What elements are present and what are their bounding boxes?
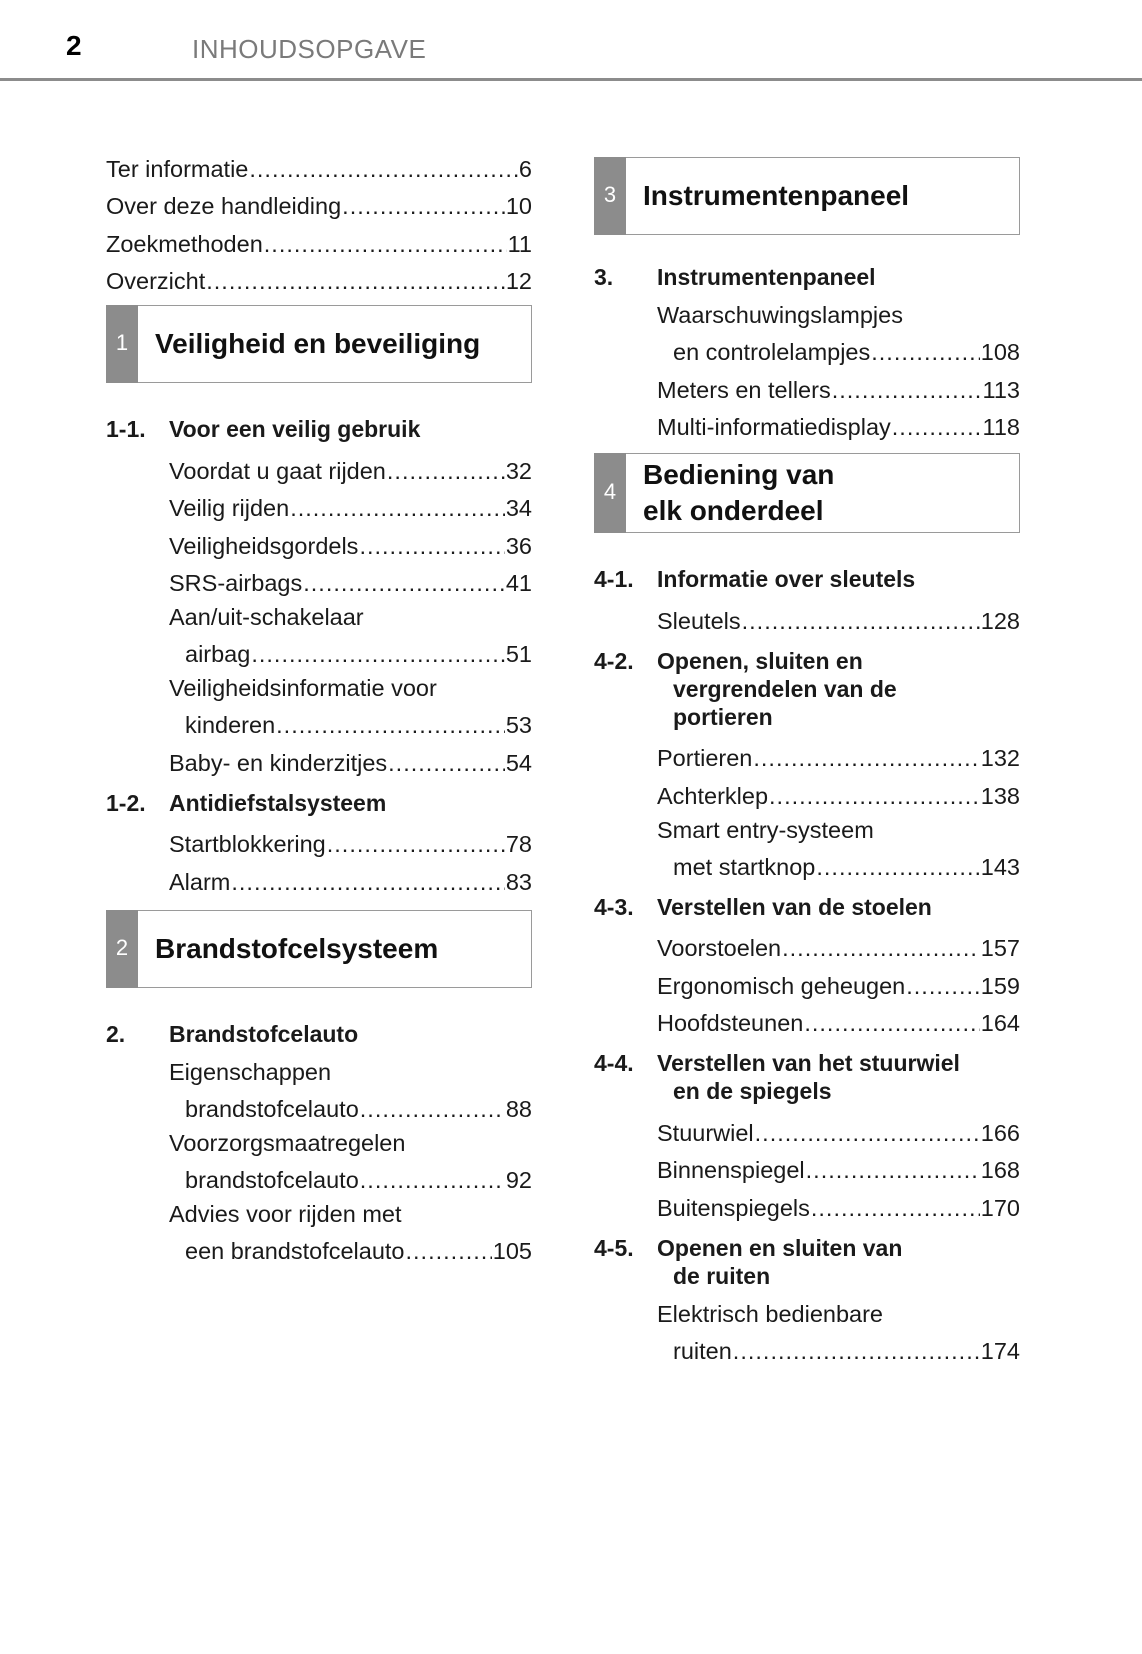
section-number-tab: 3 — [594, 157, 626, 235]
entry-title-line2: brandstofcelauto — [185, 1095, 359, 1122]
toc-entry-block — [594, 925, 1020, 1038]
toc-entry[interactable] — [657, 925, 1020, 963]
toc-entry[interactable] — [169, 485, 532, 523]
subsection-title-line3: portieren — [673, 703, 773, 730]
subsection-title — [657, 1234, 1020, 1290]
leader-dots — [742, 607, 980, 635]
toc-entry[interactable] — [106, 220, 532, 258]
toc-entry-block[interactable] — [106, 1194, 532, 1265]
section-3-header[interactable] — [594, 157, 1020, 235]
entry-title-line2: met startknop — [673, 853, 816, 880]
page-number: 2 — [66, 30, 82, 61]
subsection-title: Instrumentenpaneel — [657, 264, 876, 290]
toc-entry — [185, 634, 532, 668]
leader-dots — [804, 1009, 979, 1037]
toc-entry-block[interactable] — [106, 597, 532, 668]
entry-title: Binnenspiegel — [657, 1157, 805, 1183]
subsection-title: Brandstofcelauto — [169, 1020, 359, 1047]
entry-title: Over deze handleiding — [106, 193, 342, 219]
entry-title: Overzicht — [106, 268, 206, 294]
leader-dots — [360, 1166, 505, 1194]
subsection-number: 1-2. — [106, 789, 146, 816]
entry-title: Ergonomisch geheugen — [657, 972, 906, 999]
entry-title-line1: Eigenschappen — [169, 1058, 332, 1085]
subsection-number: 4-5. — [594, 1234, 634, 1261]
subsection-heading[interactable] — [106, 1008, 532, 1052]
entry-page: 138 — [980, 782, 1020, 809]
subsection-heading[interactable] — [594, 881, 1020, 925]
leader-dots — [276, 711, 505, 739]
entry-title-line1: Advies voor rijden met — [169, 1200, 402, 1227]
toc-entry-block — [106, 739, 532, 777]
leader-dots — [753, 744, 979, 772]
entry-page: 54 — [505, 749, 532, 776]
leader-dots — [206, 267, 505, 295]
toc-entry[interactable] — [169, 821, 532, 859]
entry-title-line1: Veiligheidsinformatie voor — [169, 675, 437, 701]
entry-page: 105 — [492, 1237, 532, 1264]
entry-page: 168 — [980, 1157, 1020, 1183]
page-header-title: INHOUDSOPGAVE — [192, 34, 427, 64]
header-rule — [0, 78, 1142, 81]
entry-page: 78 — [505, 831, 532, 857]
entry-title: Startblokkering — [169, 831, 326, 857]
toc-entry-block[interactable] — [106, 1052, 532, 1123]
leader-dots — [231, 868, 504, 896]
toc-entry — [185, 705, 532, 739]
toc-entry[interactable] — [657, 597, 1020, 635]
toc-entry[interactable] — [657, 404, 1020, 442]
subsection-heading[interactable] — [106, 403, 532, 447]
section-title-line2: elk onderdeel — [643, 495, 824, 526]
entry-page: 170 — [980, 1194, 1020, 1221]
subsection-heading[interactable] — [594, 635, 1020, 735]
leader-dots — [871, 338, 980, 366]
section-title: Brandstofcelsysteem — [155, 932, 439, 964]
toc-intro — [106, 145, 532, 295]
toc-entry — [673, 847, 1020, 881]
toc-entry-block[interactable] — [594, 810, 1020, 881]
toc-entry[interactable] — [657, 1147, 1020, 1185]
entry-page: 6 — [518, 155, 532, 182]
toc-entry — [673, 1331, 1020, 1365]
toc-entry-block — [106, 447, 532, 597]
toc-entry — [673, 332, 1020, 366]
leader-dots — [342, 192, 505, 220]
leader-dots — [782, 934, 980, 962]
entry-title: Portieren — [657, 745, 753, 771]
entry-title-line1: Smart entry-systeem — [657, 816, 874, 843]
leader-dots — [832, 376, 982, 404]
leader-dots — [816, 853, 979, 881]
subsection-title-line1: Openen en sluiten van — [657, 1234, 903, 1261]
toc-entry[interactable] — [657, 1000, 1020, 1038]
section-number-tab: 1 — [106, 305, 138, 383]
entry-title: Veilig rijden — [169, 495, 290, 521]
leader-dots — [327, 830, 505, 858]
entry-title: Achterklep — [657, 782, 769, 809]
subsection-title-line2: en de spiegels — [673, 1078, 832, 1104]
entry-title-line1: Aan/uit-schakelaar — [169, 604, 364, 630]
entry-page: 36 — [505, 532, 532, 559]
subsection-title: Antidiefstalsysteem — [169, 789, 387, 816]
entry-page: 166 — [980, 1119, 1020, 1146]
leader-dots — [387, 457, 505, 485]
entry-title: Buitenspiegels — [657, 1194, 810, 1221]
entry-page: 92 — [505, 1166, 532, 1193]
section-title: Instrumentenpaneel — [643, 180, 910, 211]
toc-entry-block — [594, 735, 1020, 810]
toc-entry[interactable] — [106, 183, 532, 221]
entry-title: Ter informatie — [106, 155, 249, 182]
entry-title: Stuurwiel — [657, 1119, 754, 1146]
toc-entry-block — [106, 821, 532, 896]
leader-dots — [359, 532, 504, 560]
entry-page: 132 — [980, 745, 1020, 771]
entry-title-line2: en controlelampjes — [673, 339, 871, 365]
entry-page: 32 — [505, 457, 532, 484]
leader-dots — [811, 1194, 980, 1222]
subsection-title: Informatie over sleutels — [657, 566, 916, 592]
leader-dots — [892, 413, 982, 441]
entry-title: Voordat u gaat rijden — [169, 457, 386, 484]
entry-title: Zoekmethoden — [106, 230, 263, 257]
subsection-heading[interactable] — [594, 1037, 1020, 1109]
leader-dots — [806, 1156, 980, 1184]
entry-page: 12 — [505, 268, 532, 294]
entry-title-line2: ruiten — [673, 1337, 732, 1364]
subsection-number: 4-1. — [594, 566, 634, 592]
toc-entry-block[interactable] — [594, 1294, 1020, 1365]
toc-entry-block — [594, 597, 1020, 635]
toc-entry-block[interactable] — [106, 668, 532, 739]
subsection-heading[interactable] — [594, 553, 1020, 597]
toc-entry — [185, 1231, 532, 1265]
section-title: Veiligheid en beveiliging — [155, 328, 481, 359]
entry-title-line1: Elektrisch bedienbare — [657, 1300, 883, 1327]
toc-entry[interactable] — [169, 739, 532, 777]
subsection-number: 4-4. — [594, 1050, 634, 1076]
toc-entry[interactable] — [169, 560, 532, 598]
section-number-tab: 2 — [106, 910, 138, 988]
toc-left-column — [106, 145, 532, 1265]
entry-page: 83 — [505, 868, 532, 895]
subsection-title-line1: Openen, sluiten en — [657, 647, 863, 674]
entry-title: Multi-informatiedisplay — [657, 414, 891, 440]
toc-right-column — [594, 157, 1020, 1365]
subsection-heading[interactable] — [106, 777, 532, 821]
toc-entry[interactable] — [657, 366, 1020, 404]
toc-entry[interactable] — [169, 522, 532, 560]
toc-entry-block[interactable] — [594, 295, 1020, 366]
toc-entry-block — [594, 1109, 1020, 1222]
subsection-title: Verstellen van de stoelen — [657, 893, 932, 920]
entry-page: 174 — [980, 1337, 1020, 1364]
leader-dots — [406, 1237, 492, 1265]
leader-dots — [249, 155, 518, 183]
entry-page: 88 — [505, 1095, 532, 1122]
entry-title: Sleutels — [657, 607, 741, 634]
entry-title-line2: een brandstofcelauto — [185, 1237, 405, 1264]
leader-dots — [303, 569, 505, 597]
entry-page: 34 — [505, 495, 532, 521]
subsection-heading[interactable] — [594, 1222, 1020, 1294]
subsection-title-line2: vergrendelen van de — [673, 675, 897, 702]
subsection-number: 3. — [594, 264, 614, 290]
entry-page: 108 — [980, 339, 1020, 365]
leader-dots — [906, 972, 980, 1000]
section-1-header[interactable] — [106, 305, 532, 383]
toc-entry — [185, 1160, 532, 1194]
section-title-line1: Bediening van — [643, 459, 835, 490]
entry-title: Baby- en kinderzitjes — [169, 749, 388, 776]
leader-dots — [388, 749, 505, 777]
entry-title-line2: airbag — [185, 641, 251, 667]
entry-page: 53 — [505, 712, 532, 738]
section-title — [643, 457, 834, 529]
entry-title: SRS-airbags — [169, 570, 303, 596]
section-4-header[interactable] — [594, 453, 1020, 533]
leader-dots — [769, 782, 980, 810]
toc-entry[interactable] — [169, 858, 532, 896]
entry-title-line2: brandstofcelauto — [185, 1166, 359, 1193]
subsection-title-line2: de ruiten — [673, 1262, 771, 1289]
leader-dots — [360, 1095, 505, 1123]
leader-dots — [290, 494, 505, 522]
entry-page: 11 — [507, 230, 532, 257]
entry-page: 128 — [980, 607, 1020, 634]
entry-page: 164 — [980, 1010, 1020, 1036]
entry-page: 51 — [505, 641, 532, 667]
entry-title: Hoofdsteunen — [657, 1010, 804, 1036]
entry-title-line1: Voorzorgsmaatregelen — [169, 1129, 406, 1156]
toc-entry[interactable] — [657, 1184, 1020, 1222]
section-number-tab: 4 — [594, 453, 626, 533]
section-2-header[interactable] — [106, 910, 532, 988]
subsection-title-line1: Verstellen van het stuurwiel — [657, 1050, 960, 1076]
leader-dots — [755, 1119, 980, 1147]
entry-title: Voorstoelen — [657, 935, 782, 961]
subsection-title — [657, 647, 1020, 731]
toc-entry[interactable] — [657, 962, 1020, 1000]
entry-title: Veiligheidsgordels — [169, 532, 359, 559]
toc-entry-block[interactable] — [106, 1123, 532, 1194]
entry-title-line2: kinderen — [185, 712, 276, 738]
entry-page: 159 — [980, 972, 1020, 999]
entry-title: Alarm — [169, 868, 231, 895]
entry-page: 41 — [505, 570, 532, 596]
toc-entry — [185, 1089, 532, 1123]
subsection-number: 4-2. — [594, 647, 634, 674]
entry-page: 118 — [982, 414, 1020, 440]
toc-entry[interactable] — [106, 145, 532, 183]
entry-page: 113 — [982, 376, 1020, 403]
entry-page: 10 — [505, 193, 532, 219]
leader-dots — [264, 230, 507, 258]
subsection-heading[interactable] — [594, 257, 1020, 295]
toc-entry[interactable] — [169, 447, 532, 485]
leader-dots — [251, 640, 505, 668]
entry-title: Meters en tellers — [657, 376, 831, 403]
toc-entry[interactable] — [106, 258, 532, 296]
leader-dots — [733, 1337, 980, 1365]
subsection-number: 4-3. — [594, 893, 634, 920]
toc-entry[interactable] — [657, 735, 1020, 773]
entry-page: 143 — [980, 853, 1020, 880]
subsection-number: 2. — [106, 1020, 126, 1047]
toc-entry-block — [594, 366, 1020, 441]
toc-entry[interactable] — [657, 772, 1020, 810]
subsection-title: Voor een veilig gebruik — [169, 416, 421, 442]
entry-page: 157 — [980, 935, 1020, 961]
entry-title-line1: Waarschuwingslampjes — [657, 302, 903, 328]
toc-entry[interactable] — [657, 1109, 1020, 1147]
subsection-title — [657, 1049, 1020, 1105]
subsection-number: 1-1. — [106, 416, 146, 442]
